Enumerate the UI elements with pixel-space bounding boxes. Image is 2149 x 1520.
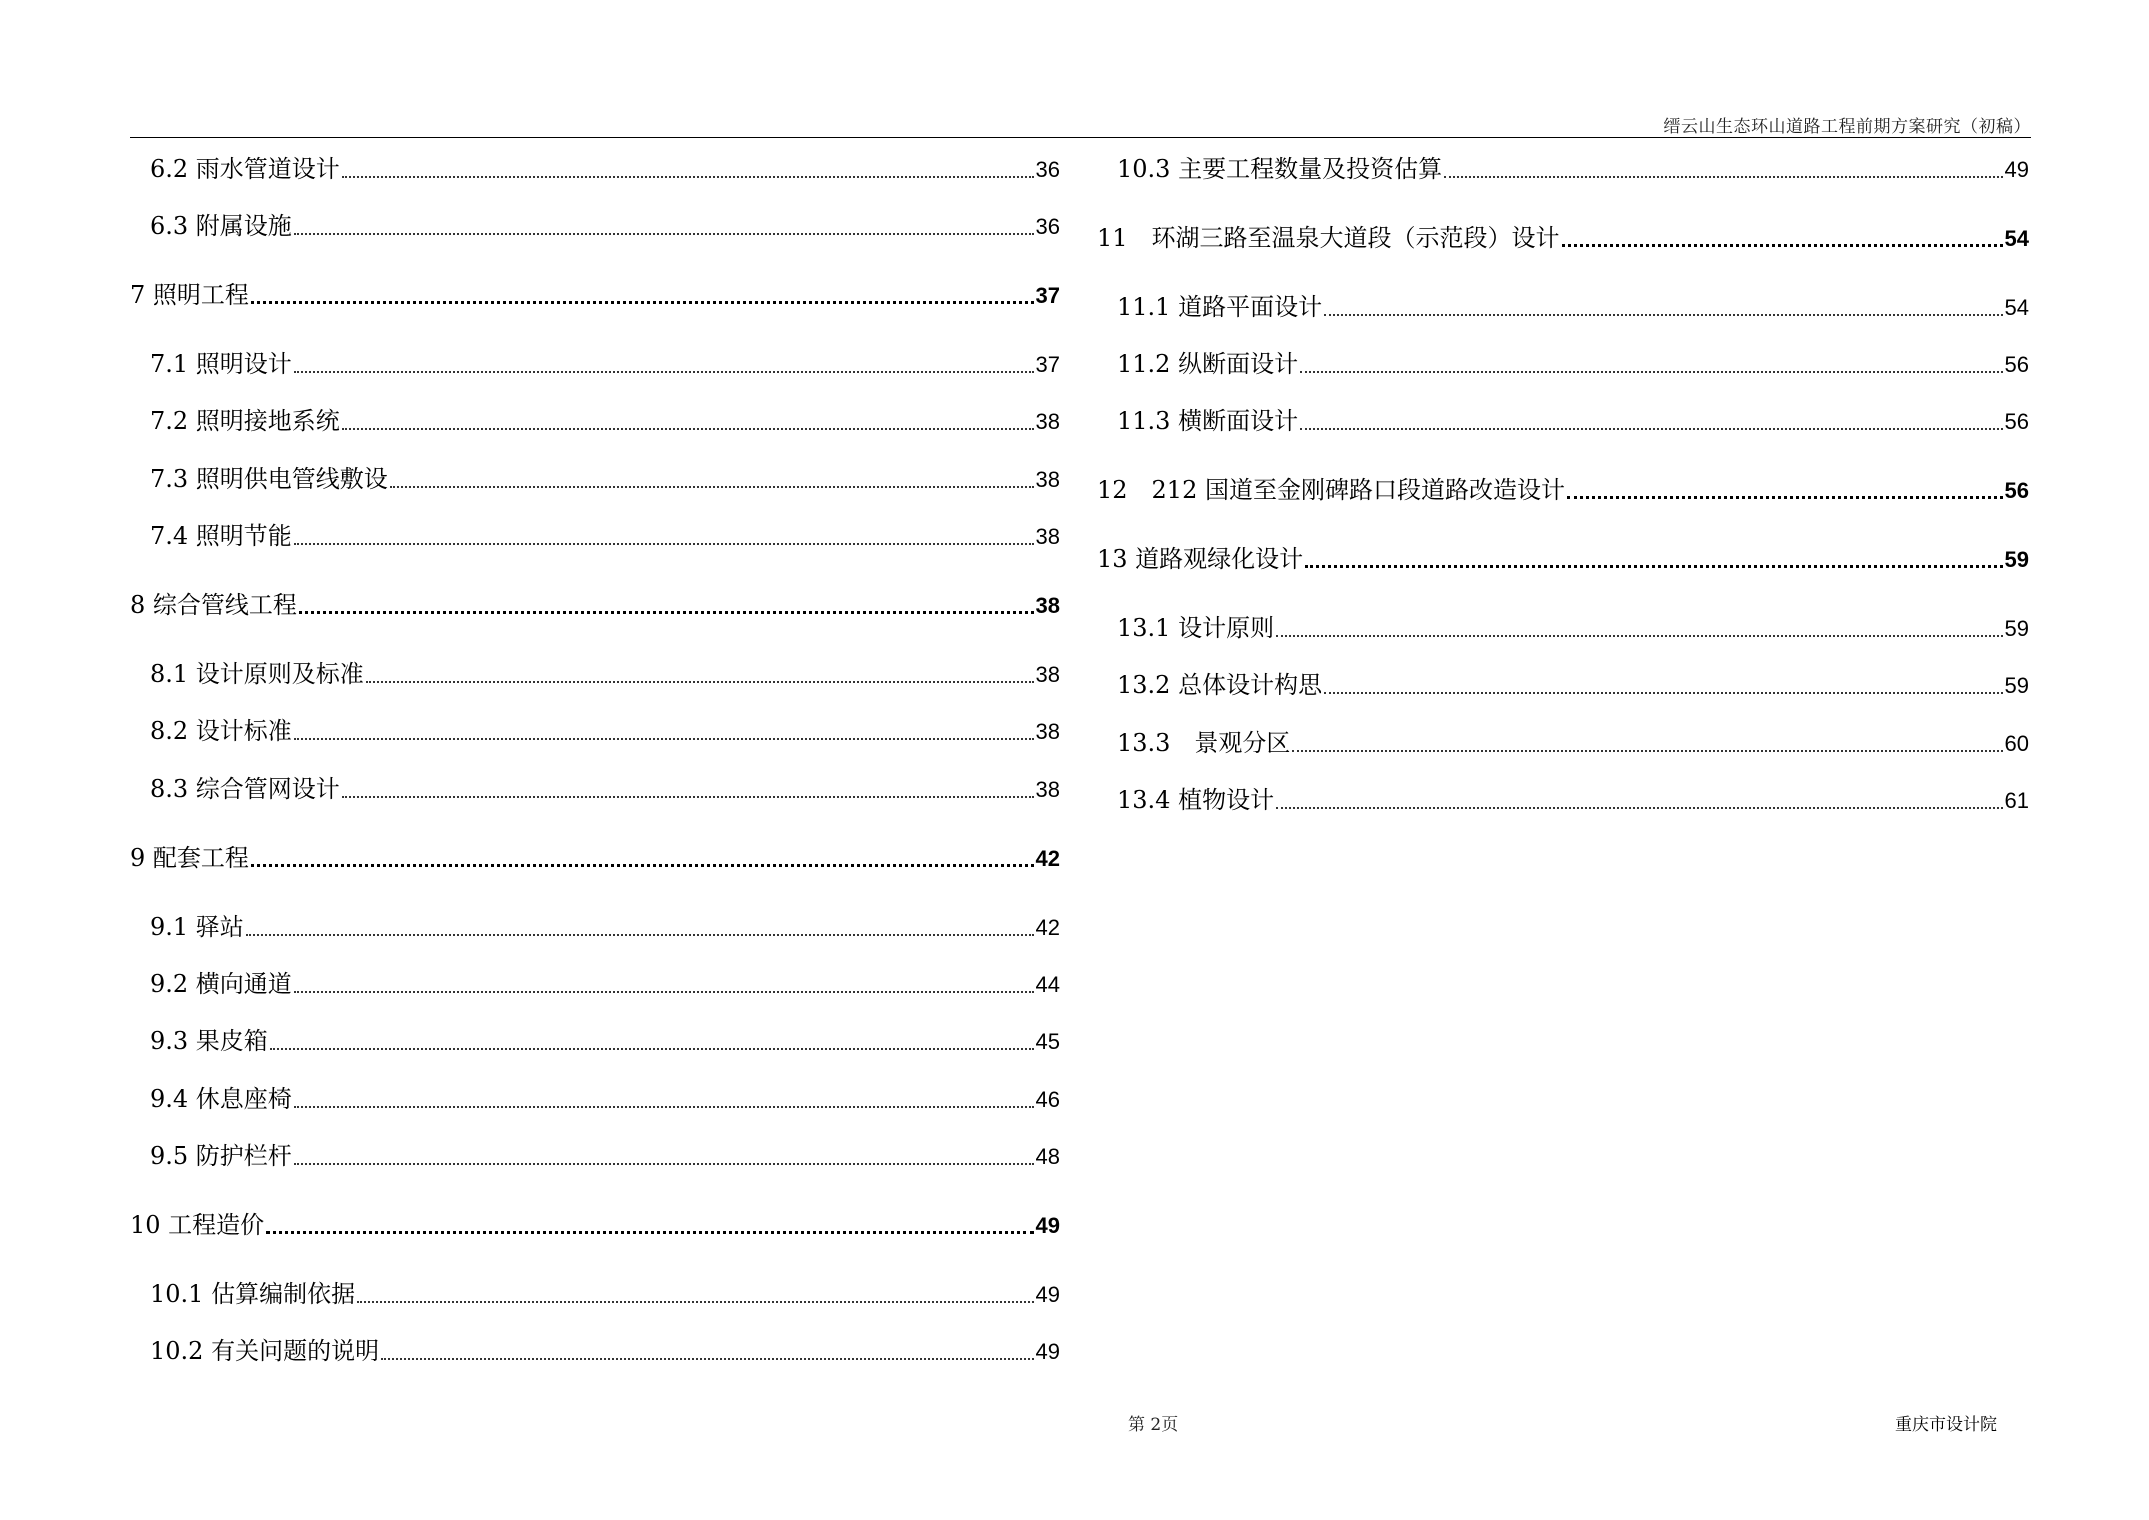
toc-entry[interactable] <box>130 211 1060 242</box>
toc-entry-label: 13.2 总体设计构思 <box>1117 671 1323 699</box>
toc-entry[interactable] <box>130 1084 1060 1115</box>
toc-entry[interactable] <box>1097 349 2029 380</box>
toc-entry-page: 38 <box>1035 777 1060 802</box>
toc-entry-page: 59 <box>2004 673 2029 698</box>
toc-entry[interactable] <box>130 912 1060 943</box>
toc-entry-label: 13.4 植物设计 <box>1117 786 1275 814</box>
toc-entry-label: 11.3 横断面设计 <box>1117 407 1299 435</box>
toc-dot-leader <box>1300 428 2002 430</box>
toc-entry[interactable] <box>1097 544 2029 575</box>
toc-entry-page: 49 <box>1035 1213 1060 1238</box>
toc-entry[interactable] <box>130 1279 1060 1310</box>
toc-entry-label: 6.3 附属设施 <box>150 212 292 240</box>
toc-dot-leader <box>1300 371 2002 373</box>
toc-entry-page: 59 <box>2004 547 2029 572</box>
toc-entry[interactable] <box>130 843 1060 874</box>
toc-dot-leader <box>251 864 1034 867</box>
toc-dot-leader <box>1324 314 2002 316</box>
toc-dot-leader <box>1305 565 2002 568</box>
toc-entry[interactable] <box>130 521 1060 552</box>
toc-entry-label: 9.5 防护栏杆 <box>150 1142 292 1170</box>
toc-dot-leader <box>1444 176 2002 178</box>
toc-entry[interactable] <box>1097 223 2029 254</box>
toc-dot-leader <box>294 1163 1034 1165</box>
toc-entry-page: 46 <box>1035 1087 1060 1112</box>
toc-entry[interactable] <box>130 1141 1060 1172</box>
toc-entry[interactable] <box>1097 728 2029 759</box>
toc-dot-leader <box>342 176 1034 178</box>
toc-entry-label: 9.3 果皮箱 <box>150 1027 268 1055</box>
toc-dot-leader <box>381 1358 1033 1360</box>
toc-entry-page: 56 <box>2004 409 2029 434</box>
footer-page-number: 第 2页 <box>1128 1415 1179 1435</box>
toc-entry-label: 7 照明工程 <box>130 281 249 309</box>
toc-entry[interactable] <box>130 969 1060 1000</box>
toc-entry[interactable] <box>130 1336 1060 1367</box>
toc-entry-label: 10.3 主要工程数量及投资估算 <box>1117 155 1443 183</box>
toc-dot-leader <box>294 233 1034 235</box>
toc-entry[interactable] <box>1097 670 2029 701</box>
toc-entry-label: 7.2 照明接地系统 <box>150 407 340 435</box>
toc-entry[interactable] <box>130 774 1060 805</box>
toc-dot-leader <box>246 934 1034 936</box>
toc-entry-page: 36 <box>1035 214 1060 239</box>
toc-entry[interactable] <box>1097 406 2029 437</box>
toc-dot-leader <box>294 371 1034 373</box>
toc-entry[interactable] <box>130 406 1060 437</box>
toc-entry-label: 13.3 景观分区 <box>1117 729 1291 757</box>
toc-dot-leader <box>1567 496 2003 499</box>
toc-entry-page: 38 <box>1035 524 1060 549</box>
toc-entry-label: 13.1 设计原则 <box>1117 614 1275 642</box>
toc-dot-leader <box>294 738 1034 740</box>
toc-entry[interactable] <box>130 154 1060 185</box>
toc-entry-page: 48 <box>1035 1144 1060 1169</box>
toc-dot-leader <box>299 611 1034 614</box>
toc-entry[interactable] <box>1097 475 2029 506</box>
toc-dot-leader <box>294 543 1034 545</box>
toc-entry-label: 10.1 估算编制依据 <box>150 1280 356 1308</box>
toc-entry[interactable] <box>1097 154 2029 185</box>
toc-entry-page: 56 <box>2004 352 2029 377</box>
toc-entry-label: 7.1 照明设计 <box>150 350 292 378</box>
toc-entry-page: 54 <box>2004 295 2029 320</box>
toc-dot-leader <box>366 681 1034 683</box>
toc-entry-label: 13 道路观绿化设计 <box>1097 545 1304 573</box>
toc-entry-page: 37 <box>1035 352 1060 377</box>
toc-entry-label: 7.3 照明供电管线敷设 <box>150 465 388 493</box>
toc-entry-page: 61 <box>2004 788 2029 813</box>
toc-entry[interactable] <box>130 716 1060 747</box>
toc-dot-leader <box>1276 807 2002 809</box>
toc-entry-label: 9.4 休息座椅 <box>150 1085 292 1113</box>
toc-entry-page: 60 <box>2004 731 2029 756</box>
toc-entry-page: 54 <box>2004 226 2029 251</box>
toc-entry-page: 38 <box>1035 662 1060 687</box>
header-divider <box>130 137 2031 138</box>
toc-entry-page: 42 <box>1035 915 1060 940</box>
toc-dot-leader <box>251 301 1034 304</box>
toc-entry[interactable] <box>1097 292 2029 323</box>
toc-entry-label: 8.3 综合管网设计 <box>150 775 340 803</box>
toc-dot-leader <box>342 796 1034 798</box>
toc-entry-page: 49 <box>2004 157 2029 182</box>
toc-entry[interactable] <box>130 464 1060 495</box>
toc-dot-leader <box>357 1301 1033 1303</box>
toc-dot-leader <box>294 991 1034 993</box>
toc-entry-label: 12 212 国道至金刚碑路口段道路改造设计 <box>1097 476 1565 504</box>
toc-entry-page: 59 <box>2004 616 2029 641</box>
toc-dot-leader <box>342 428 1034 430</box>
toc-entry-label: 11.1 道路平面设计 <box>1117 293 1323 321</box>
toc-dot-leader <box>390 486 1034 488</box>
toc-entry-label: 10 工程造价 <box>130 1211 265 1239</box>
toc-entry-page: 38 <box>1035 409 1060 434</box>
toc-entry-page: 44 <box>1035 972 1060 997</box>
toc-dot-leader <box>294 1106 1034 1108</box>
toc-entry[interactable] <box>130 280 1060 311</box>
toc-entry-page: 56 <box>2004 478 2029 503</box>
toc-entry-label: 8 综合管线工程 <box>130 591 297 619</box>
toc-entry[interactable] <box>130 590 1060 621</box>
toc-entry-page: 37 <box>1035 283 1060 308</box>
toc-entry-page: 38 <box>1035 593 1060 618</box>
toc-entry-page: 38 <box>1035 467 1060 492</box>
toc-dot-leader <box>1292 750 2002 752</box>
toc-entry-page: 45 <box>1035 1029 1060 1054</box>
toc-entry-label: 9.2 横向通道 <box>150 970 292 998</box>
toc-entry-label: 10.2 有关问题的说明 <box>150 1337 380 1365</box>
toc-entry[interactable] <box>1097 785 2029 816</box>
toc-entry-label: 11.2 纵断面设计 <box>1117 350 1299 378</box>
toc-entry-label: 9 配套工程 <box>130 844 249 872</box>
toc-entry[interactable] <box>130 349 1060 380</box>
toc-entry-label: 11 环湖三路至温泉大道段（示范段）设计 <box>1097 224 1560 252</box>
toc-entry[interactable] <box>130 659 1060 690</box>
toc-dot-leader <box>1562 244 2003 247</box>
toc-entry-label: 9.1 驿站 <box>150 913 244 941</box>
toc-entry[interactable] <box>130 1210 1060 1241</box>
toc-entry-label: 6.2 雨水管道设计 <box>150 155 340 183</box>
toc-entry-label: 8.2 设计标准 <box>150 717 292 745</box>
toc-entry-label: 7.4 照明节能 <box>150 522 292 550</box>
toc-dot-leader <box>270 1048 1034 1050</box>
toc-entry-page: 49 <box>1035 1339 1060 1364</box>
toc-entry-page: 38 <box>1035 719 1060 744</box>
toc-dot-leader <box>1324 692 2002 694</box>
toc-entry[interactable] <box>1097 613 2029 644</box>
toc-entry-page: 36 <box>1035 157 1060 182</box>
toc-entry-page: 49 <box>1035 1282 1060 1307</box>
toc-entry-label: 8.1 设计原则及标准 <box>150 660 364 688</box>
toc-entry[interactable] <box>130 1026 1060 1057</box>
footer-organization: 重庆市设计院 <box>1895 1415 1997 1435</box>
toc-dot-leader <box>266 1231 1033 1234</box>
toc-entry-page: 42 <box>1035 846 1060 871</box>
toc-dot-leader <box>1276 635 2002 637</box>
document-header-title: 缙云山生态环山道路工程前期方案研究（初稿） <box>1663 117 2031 137</box>
